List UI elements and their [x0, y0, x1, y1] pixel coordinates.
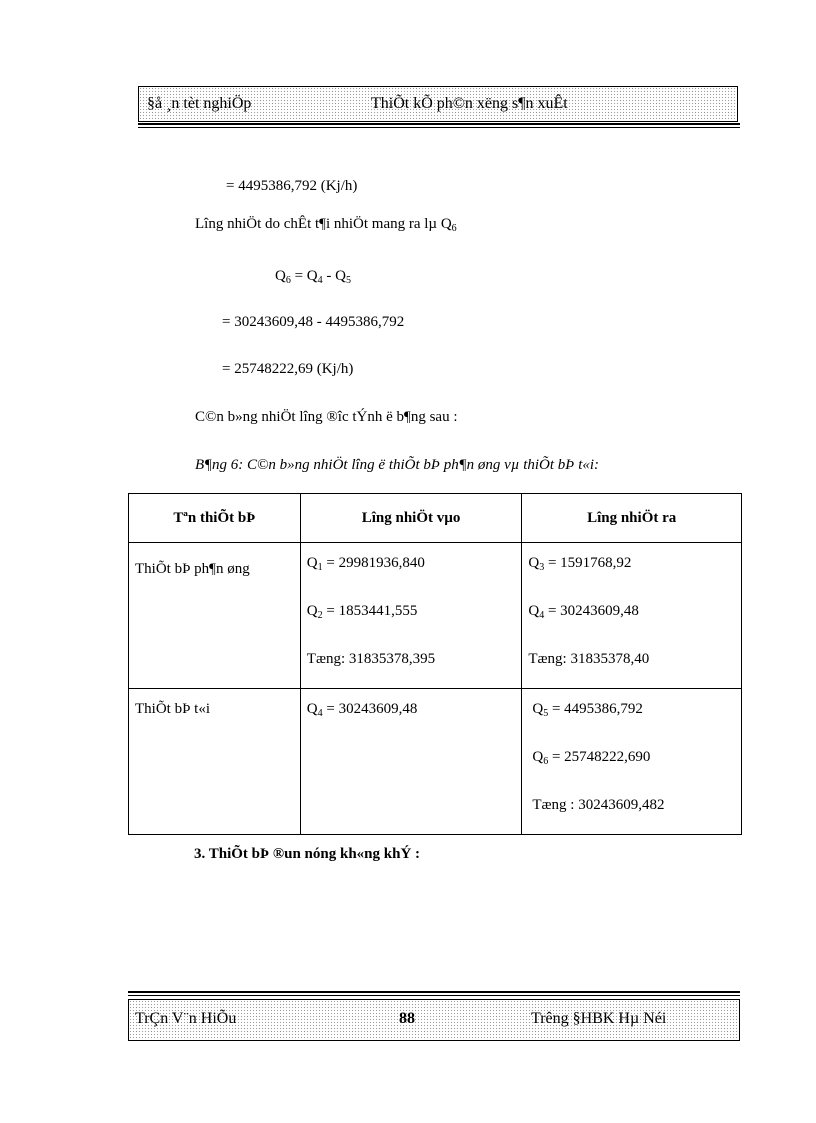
heat-out-cell [522, 543, 742, 689]
heat-carrier-text: Lîng nhiÖt do chÊt t¶i nhiÖt mang ra lµ Q [195, 216, 452, 232]
heat-out-total: Tæng : 30243609,482 [532, 797, 665, 813]
equipment-name: ThiÕt bÞ t«i [135, 701, 211, 717]
table-header-row [129, 494, 742, 543]
table-row [129, 689, 742, 835]
table-intro-sentence: C©n b»ng nhiÖt lîng ®îc tÝnh ë b¶ng sau : [195, 409, 458, 425]
eq-q6-sub: 6 [285, 275, 291, 286]
header-right-text: ThiÕt kÕ ph©n xëng s¶n xuÊt [371, 95, 568, 112]
subtraction-line: = 30243609,48 - 4495386,792 [222, 314, 405, 330]
heat-balance-table [128, 493, 742, 835]
equipment-name-cell [129, 689, 301, 835]
footer-rule [128, 991, 740, 993]
footer-rule-thin [128, 995, 740, 996]
result-line-q6: = 25748222,69 (Kj/h) [222, 361, 354, 377]
header-rule [138, 123, 740, 125]
equipment-name-cell [129, 543, 301, 689]
eq-equals-q4: = Q [290, 268, 318, 284]
heat-out-entry: $Q_6 = 25748222,690$ [532, 749, 651, 767]
header-heat-out: Lîng nhiÖt ra [522, 494, 742, 543]
heat-carrier-sentence [195, 216, 457, 234]
header-equipment: Tªn thiÕt bÞ [129, 494, 301, 543]
eq-q5-sub: 5 [345, 275, 351, 286]
eq-q6-symbol: Q [275, 268, 286, 284]
equipment-name: ThiÕt bÞ ph¶n øng [135, 561, 250, 577]
heat-out-total: Tæng: 31835378,40 [528, 651, 650, 667]
header-heat-in: Lîng nhiÖt vµo [300, 494, 522, 543]
footer-school: Trêng §HBK Hµ Néi [531, 1010, 667, 1027]
heat-in-cell [300, 543, 522, 689]
heat-in-entry: $Q_2 = 1853441,555$ [306, 603, 418, 621]
section-heading: 3. ThiÕt bÞ ®un nóng kh«ng khÝ : [194, 846, 421, 862]
page-header [138, 86, 738, 122]
result-line-q5: = 4495386,792 (Kj/h) [226, 178, 358, 194]
heat-out-entry: $Q_3 = 1591768,92$ [528, 555, 632, 573]
eq-q4-sub: 4 [317, 275, 323, 286]
heat-in-entry: $Q_4 = 30243609,48$ [306, 701, 418, 719]
heat-out-entry: $Q_5 = 4495386,792$ [532, 701, 643, 719]
header-rule-thin [138, 127, 740, 128]
heat-in-cell [300, 689, 522, 835]
table-caption: B¶ng 6: C©n b»ng nhiÖt lîng ë thiÕt bÞ ph¶n øng vµ thiÕt bÞ t«i: [195, 457, 600, 473]
q6-equation [275, 268, 351, 286]
heat-carrier-sub: 6 [451, 223, 457, 234]
heat-in-entry: $Q_1 = 29981936,840$ [306, 555, 425, 573]
page-number: 88 [399, 1010, 415, 1027]
header-left-text: §å ¸n tèt nghiÖp [147, 95, 252, 112]
eq-minus-q5: - Q [322, 268, 346, 284]
heat-in-total: Tæng: 31835378,395 [306, 651, 436, 667]
footer-author: TrÇn V¨n HiÕu [135, 1010, 237, 1027]
table-row [129, 543, 742, 689]
heat-out-cell [522, 689, 742, 835]
page-footer [128, 999, 740, 1041]
heat-out-entry: $Q_4 = 30243609,48$ [528, 603, 639, 621]
